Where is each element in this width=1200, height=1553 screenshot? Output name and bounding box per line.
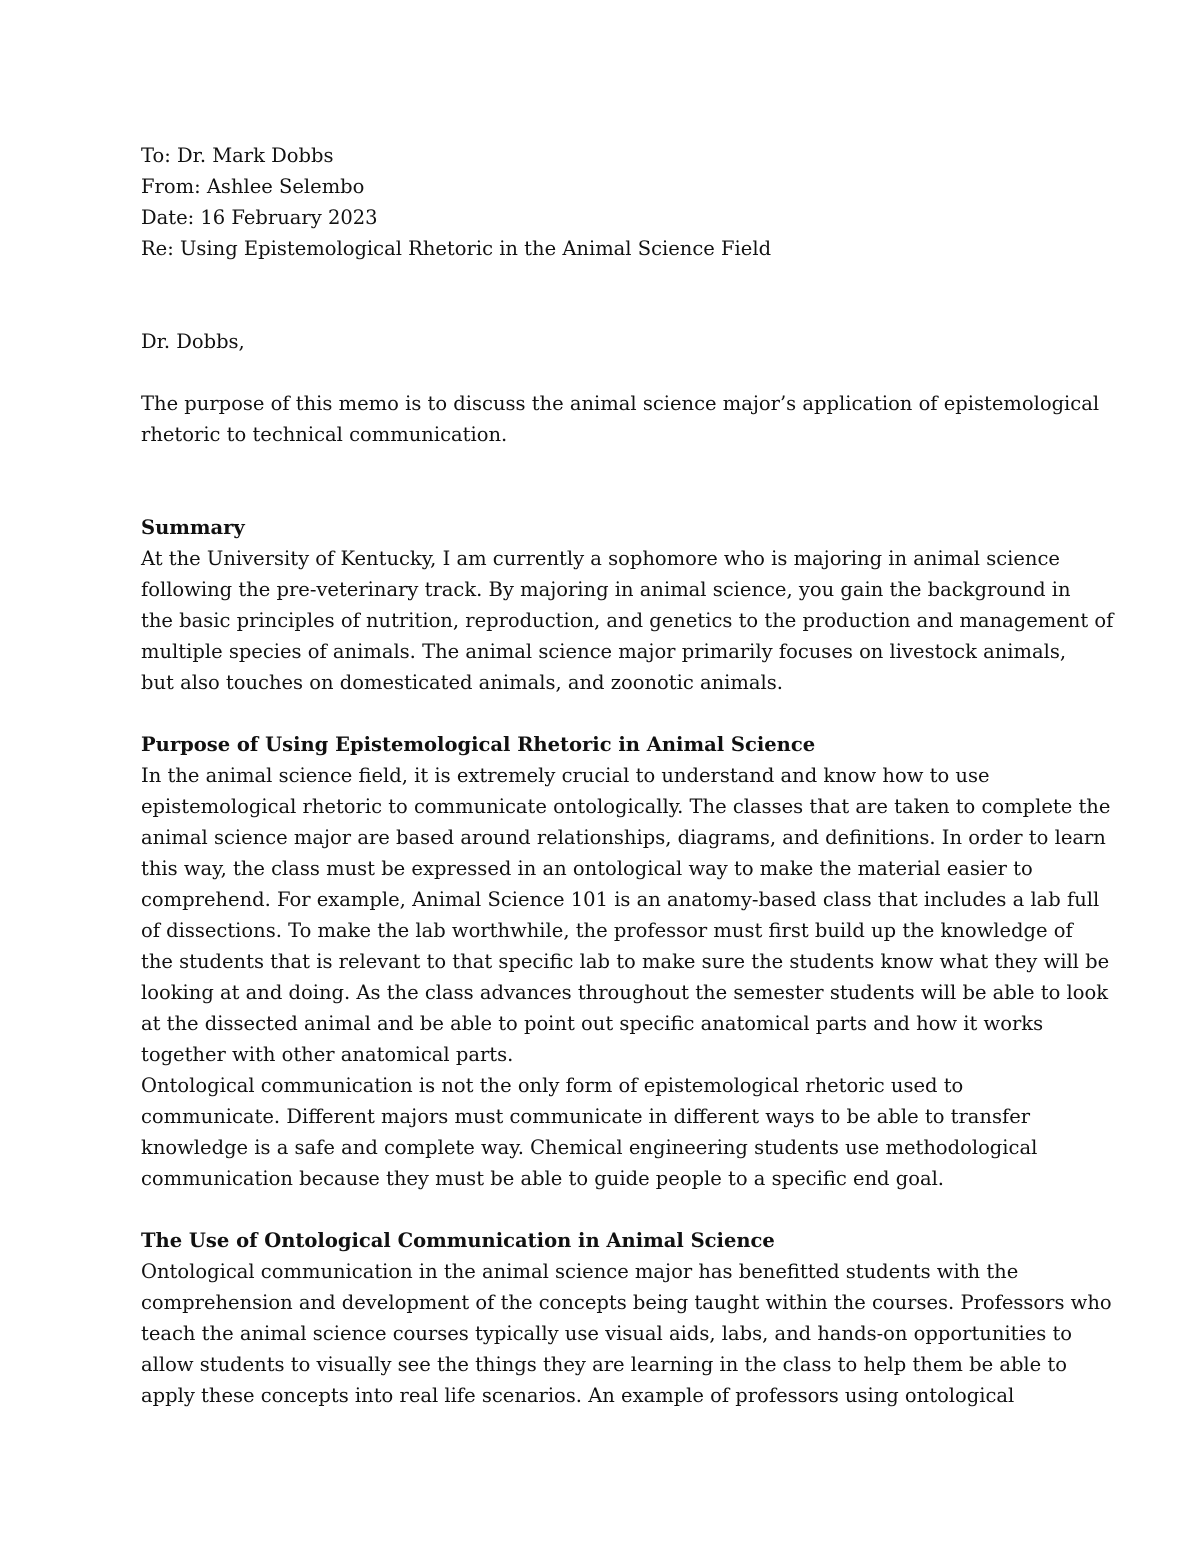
paragraph-line: In the animal science field, it is extremely crucial to understand and know how to use xyxy=(141,764,990,787)
paragraph-line: apply these concepts into real life scenarios. An example of professors using ontological xyxy=(141,1384,1015,1407)
paragraph-line: communication because they must be able to guide people to a specific end goal. xyxy=(141,1167,945,1190)
paragraph-line: comprehend. For example, Animal Science 101 is an anatomy-based class that includes a lab full xyxy=(141,888,1100,911)
paragraph-line: At the University of Kentucky, I am currently a sophomore who is majoring in animal science xyxy=(141,547,1060,570)
section-heading: Summary xyxy=(141,516,245,539)
section-purpose-epistemological-rhetoric xyxy=(141,729,1111,1194)
paragraph-line: the basic principles of nutrition, reproduction, and genetics to the production and management of xyxy=(141,609,1114,632)
memo-re-line: Re: Using Epistemological Rhetoric in the Animal Science Field xyxy=(141,237,772,260)
memo-date-line: Date: 16 February 2023 xyxy=(141,206,378,229)
paragraph-line: comprehension and development of the concepts being taught within the courses. Professors who xyxy=(141,1291,1112,1314)
section-ontological-communication xyxy=(141,1225,1112,1411)
section-heading: The Use of Ontological Communication in Animal Science xyxy=(141,1229,775,1252)
section-paragraph xyxy=(141,1070,1071,1194)
greeting-text: Dr. Dobbs, xyxy=(141,330,245,353)
paragraph-line: allow students to visually see the things they are learning in the class to help them be able to xyxy=(141,1353,1067,1376)
memo-greeting xyxy=(141,326,1071,357)
paragraph-line: the students that is relevant to that specific lab to make sure the students know what they will be xyxy=(141,950,1110,973)
memo-purpose-paragraph xyxy=(141,388,1100,450)
paragraph-line: following the pre-veterinary track. By majoring in animal science, you gain the background in xyxy=(141,578,1071,601)
section-paragraph xyxy=(141,1256,1112,1411)
section-heading: Purpose of Using Epistemological Rhetoric in Animal Science xyxy=(141,733,816,756)
paragraph-line: epistemological rhetoric to communicate ontologically. The classes that are taken to complete the xyxy=(141,795,1111,818)
paragraph-line: together with other anatomical parts. xyxy=(141,1043,514,1066)
section-summary xyxy=(141,512,1114,698)
memo-from-line: From: Ashlee Selembo xyxy=(141,175,365,198)
memo-body xyxy=(141,140,1114,1411)
paragraph-line: looking at and doing. As the class advances throughout the semester students will be able to look xyxy=(141,981,1109,1004)
paragraph-line: animal science major are based around relationships, diagrams, and definitions. In order to learn xyxy=(141,826,1106,849)
purpose-line: rhetoric to technical communication. xyxy=(141,423,508,446)
paragraph-line: this way, the class must be expressed in an ontological way to make the material easier to xyxy=(141,857,1033,880)
memo-to-line: To: Dr. Mark Dobbs xyxy=(141,144,334,167)
paragraph-line: but also touches on domesticated animals, and zoonotic animals. xyxy=(141,671,783,694)
paragraph-line: of dissections. To make the lab worthwhile, the professor must first build up the knowledge of xyxy=(141,919,1073,942)
paragraph-line: Ontological communication in the animal science major has benefitted students with the xyxy=(141,1260,1019,1283)
purpose-line: The purpose of this memo is to discuss the animal science major’s application of epistemological xyxy=(141,392,1100,415)
paragraph-line: communicate. Different majors must communicate in different ways to be able to transfer xyxy=(141,1105,1031,1128)
paragraph-line: Ontological communication is not the only form of epistemological rhetoric used to xyxy=(141,1074,964,1097)
section-paragraph xyxy=(141,543,1114,698)
paragraph-line: knowledge is a safe and complete way. Chemical engineering students use methodological xyxy=(141,1136,1038,1159)
section-paragraph xyxy=(141,760,1111,1070)
paragraph-line: multiple species of animals. The animal science major primarily focuses on livestock animals, xyxy=(141,640,1067,663)
paragraph-line: at the dissected animal and be able to point out specific anatomical parts and how it works xyxy=(141,1012,1044,1035)
memo-header xyxy=(141,140,1071,264)
paragraph-line: teach the animal science courses typically use visual aids, labs, and hands-on opportunities to xyxy=(141,1322,1073,1345)
